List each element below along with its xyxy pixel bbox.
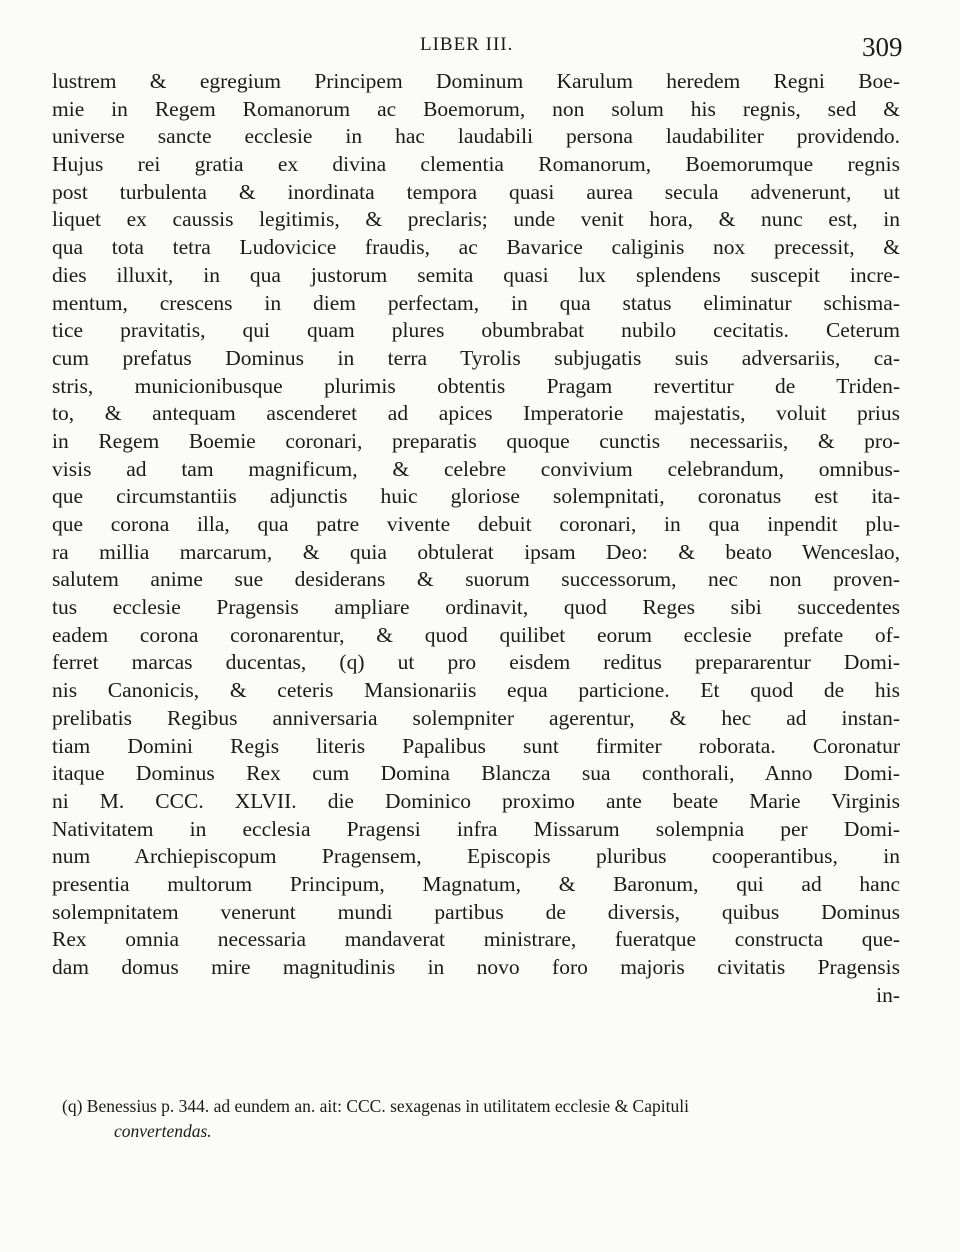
text-line: ra millia marcarum, & quia obtulerat ipsam Deo: & beato Wenceslao, — [52, 539, 900, 564]
text-line: num Archiepiscopum Pragensem, Episcopis pluribus cooperantibus, in — [52, 844, 900, 869]
text-line: ferret marcas ducentas, (q) ut pro eisdem reditus prepararentur Domi- — [52, 650, 900, 675]
text-line: solempnitatem venerunt mundi partibus de diversis, quibus Dominus — [52, 899, 900, 924]
text-line: que circumstantiis adjunctis huic gloriose solempnitati, coronatus est ita- — [52, 484, 900, 509]
text-line: qua tota tetra Ludovicice fraudis, ac Bavarice caliginis nox precessit, & — [52, 235, 900, 260]
text-line: mie in Regem Romanorum ac Boemorum, non solum his regnis, sed & — [52, 96, 900, 121]
text-line: Hujus rei gratia ex divina clementia Romanorum, Boemorumque regnis — [52, 152, 900, 177]
text-line: Nativitatem in ecclesia Pragensi infra Missarum solempnia per Domi- — [52, 816, 900, 841]
text-line: prelibatis Regibus anniversaria solempniter agerentur, & hec ad instan- — [52, 705, 900, 730]
text-line: Rex omnia necessaria mandaverat ministrare, fueratque constructa que- — [52, 927, 900, 952]
text-line: dies illuxit, in qua justorum semita quasi lux splendens suscepit incre- — [52, 262, 900, 287]
text-line: presentia multorum Principum, Magnatum, & Baronum, qui ad hanc — [52, 871, 900, 896]
text-line: tiam Domini Regis literis Papalibus sunt firmiter roborata. Coronatur — [52, 733, 900, 758]
text-line: to, & antequam ascenderet ad apices Imperatorie majestatis, voluit prius — [52, 401, 900, 426]
text-line: liquet ex caussis legitimis, & preclaris; unde venit hora, & nunc est, in — [52, 207, 900, 232]
text-line: que corona illa, qua patre vivente debuit coronari, in qua inpendit plu- — [52, 512, 900, 536]
text-line: visis ad tam magnificum, & celebre convivium celebrandum, omnibus- — [52, 456, 900, 481]
text-line: stris, municionibusque plurimis obtentis Pragam revertitur de Triden- — [52, 373, 900, 398]
text-line: tus ecclesie Pragensis ampliare ordinavit, quod Reges sibi succedentes — [52, 595, 900, 620]
text-line: itaque Dominus Rex cum Domina Blancza sua conthorali, Anno Domi- — [52, 761, 900, 786]
page-number: 309 — [862, 32, 903, 62]
text-line: tice pravitatis, qui quam plures obumbrabat nubilo cecitatis. Ceterum — [52, 318, 900, 343]
text-line: in Regem Boemie coronari, preparatis quoque cunctis necessariis, & pro- — [52, 428, 900, 453]
text-line: nis Canonicis, & ceteris Mansionariis equa particione. Et quod de his — [52, 678, 900, 703]
running-head: LIBER III. — [420, 34, 514, 55]
footnote-line: convertendas. — [114, 1121, 212, 1141]
page-header — [0, 32, 960, 68]
text-line: mentum, crescens in diem perfectam, in qua status eliminatur schisma- — [52, 290, 900, 315]
text-line: salutem anime sue desiderans & suorum successorum, nec non proven- — [52, 567, 900, 592]
text-line: eadem corona coronarentur, & quod quilibet eorum ecclesie prefate of- — [52, 622, 900, 647]
text-line: dam domus mire magnitudinis in novo foro majoris civitatis Pragensis — [52, 955, 900, 979]
text-line: cum prefatus Dominus in terra Tyrolis subjugatis suis adversariis, ca- — [52, 345, 900, 370]
text-line: ni M. CCC. XLVII. die Dominico proximo ante beate Marie Virginis — [52, 788, 900, 813]
text-line: lustrem & egregium Principem Dominum Karulum heredem Regni Boe- — [52, 69, 900, 93]
text-line: post turbulenta & inordinata tempora quasi aurea secula advenerunt, ut — [52, 179, 900, 204]
catchword: in- — [876, 982, 900, 1007]
footnote-line: (q) Benessius p. 344. ad eundem an. ait: CCC. sexagenas in utilitatem ecclesie & Capituli — [62, 1096, 689, 1116]
text-line: universe sancte ecclesie in hac laudabili persona laudabiliter providendo. — [52, 124, 900, 149]
footnote — [62, 1094, 912, 1144]
body-text — [52, 68, 900, 1009]
